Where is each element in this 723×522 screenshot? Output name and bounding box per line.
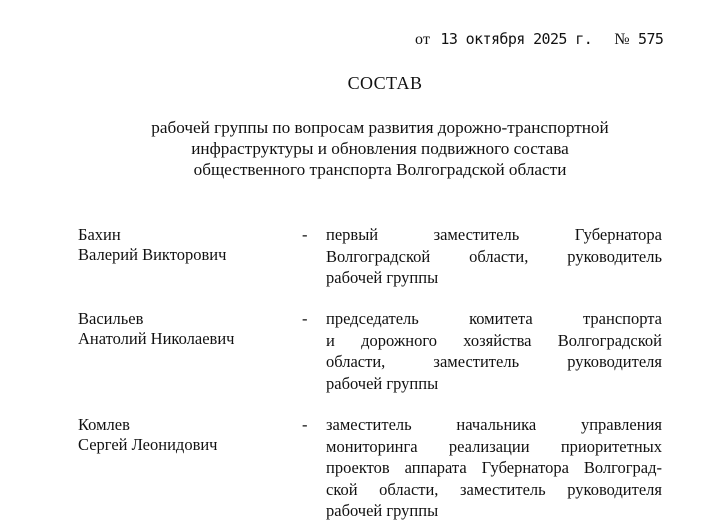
role-line: ской области, заместитель руководителя [326,479,662,499]
member-role [326,308,662,394]
member-surname: Комлев [78,415,130,434]
document-date: 13 октября 2025 г. [440,30,593,48]
role-line: первый заместитель Губернатора [326,225,662,244]
role-line: председатель комитета транспорта [326,309,662,328]
member-surname: Васильев [78,309,144,328]
date-prefix: от [415,31,431,48]
role-line: мониторинга реализации приоритетных [326,436,662,456]
member-role [326,224,662,289]
role-line: и дорожного хозяйства Волгоградской [326,330,662,350]
subtitle-line: рабочей группы по вопросам развития дорожно-транспортной [151,118,609,137]
number-prefix: № [614,31,630,48]
member-role [326,414,662,522]
role-line: рабочей группы [326,268,439,287]
role-line: Волгоградской области, руководитель [326,246,662,266]
document-date-number-line [415,30,663,49]
member-given-names: Анатолий Николаевич [78,329,235,348]
role-line: рабочей группы [326,373,439,393]
member-given-names: Сергей Леонидович [78,435,218,454]
member-dash: - [302,309,308,328]
subtitle-line: инфраструктуры и обновления подвижного состава [191,139,569,158]
member-dash: - [302,415,308,434]
role-line: проектов аппарата Губернатора Волгоград- [326,458,662,477]
role-line: области, заместитель руководителя [326,352,662,371]
member-surname: Бахин [78,225,121,244]
member-dash: - [302,225,308,244]
member-given-names: Валерий Викторович [78,245,227,264]
document-number: 575 [638,30,664,48]
document-title: СОСТАВ [347,73,423,93]
document-subtitle [100,117,660,180]
subtitle-line: общественного транспорта Волгоградской области [193,160,567,179]
role-line: заместитель начальника управления [326,415,662,434]
role-line: рабочей группы [326,501,439,520]
